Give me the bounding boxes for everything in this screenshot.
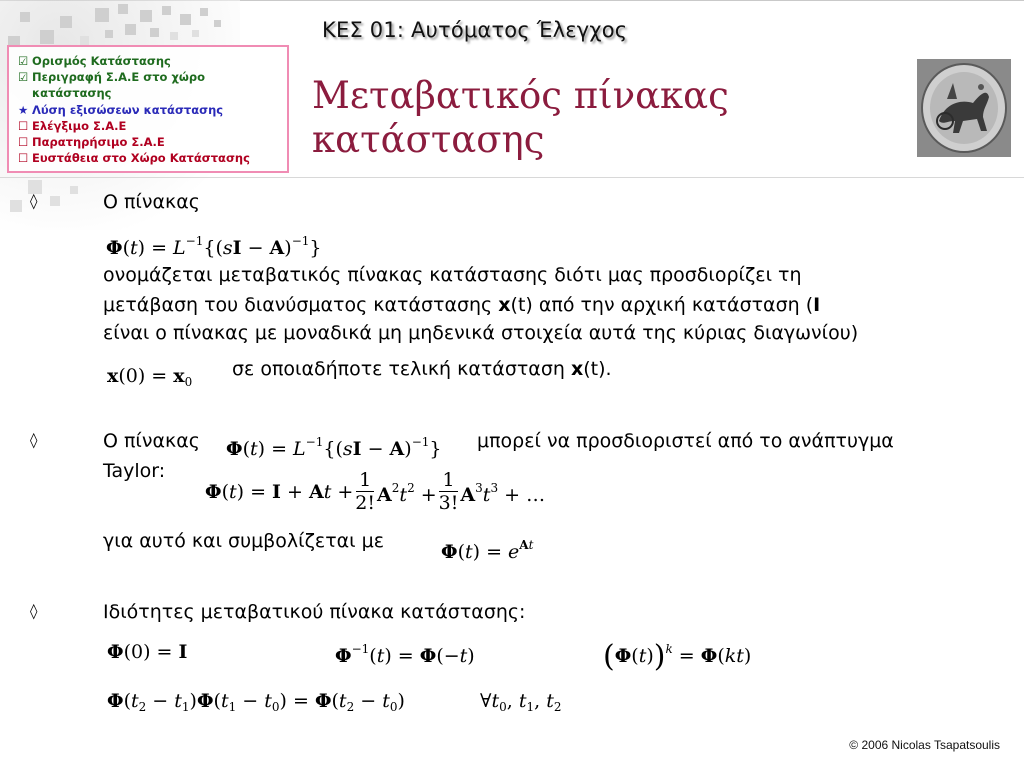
bullet-icon: ◊ [30, 192, 38, 210]
outline-item-controllability[interactable] [18, 118, 287, 134]
outline-item-state-space-description[interactable] [18, 69, 287, 85]
b1-line-4-end: . [605, 358, 612, 380]
property-phi-power: $(\Phi(t))^k = \Phi(kt)$ [603, 639, 752, 674]
outline-item-state-equation-solution[interactable] [18, 102, 287, 118]
b1-line-4 [232, 354, 612, 384]
b1-line-2 [103, 290, 820, 320]
outline-item-label: Λύση εξισώσεων κατάστασης [32, 102, 224, 117]
b2-post: μπορεί να προσδιοριστεί από το ανάπτυγμα [477, 430, 894, 452]
checked-box-icon: ☑ [18, 70, 29, 85]
property-phi-zero: Φ(0) = I [107, 641, 188, 663]
state-vector-arg: (t) [510, 294, 533, 316]
b1-line-4-text: σε οποιαδήποτε τελική κατάσταση [232, 358, 571, 380]
property-phi-inverse: $\Phi^{-1}(t) = \Phi(-t)$ [335, 642, 475, 667]
copyright-notice: © 2006 Nicolas Tsapatsoulis [849, 738, 1000, 752]
state-vector-arg: (t) [583, 358, 606, 380]
property-for-all-times: $\forall t_0$, $t_1$, $t_2$ [480, 690, 562, 714]
empty-box-icon: ☐ [18, 118, 29, 133]
b2-taylor-label: Taylor: [103, 460, 166, 482]
title-divider [0, 177, 1024, 178]
slide-title [312, 74, 729, 162]
checked-box-icon: ☑ [18, 54, 29, 68]
equation-phi-inline: $\Phi(t) = L^{-1}\{(sI - A)^{-1}\}$ [226, 435, 442, 460]
outline-item-label: κατάστασης [32, 86, 112, 101]
identity-symbol: I [813, 294, 821, 316]
slide-title-line-2: κατάστασης [312, 118, 545, 161]
course-title: ΚΕΣ 01: Αυτόματος Έλεγχος [322, 18, 628, 42]
b1-intro: Ο πίνακας [103, 191, 200, 213]
equation-taylor-series: Φ(t) = I + At + $\frac{1}{2!}$ $A^2t^2$ + $\frac{1}{3!}$ $A^3t^3$ + … [205, 469, 546, 514]
b2-symbol-text: για αυτό και συμβολίζεται με [103, 530, 384, 552]
lecture-outline [7, 45, 289, 173]
outline-item-label: Ορισμός Κατάστασης [32, 54, 171, 68]
equation-initial-state: $x(0) = x_0$ [107, 365, 193, 389]
outline-item-state-space-description-cont[interactable] [18, 85, 287, 101]
property-transition-composition: $\Phi(t_2 - t_1)\Phi(t_1 - t_0) = \Phi(t_2 - t_0)$ [107, 690, 405, 714]
b1-line-1: ονομάζεται μεταβατικός πίνακας κατάστασης διότι μας προσδιορίζει τη [103, 264, 802, 286]
equation-phi-inverse-laplace: $\Phi(t) = L^{-1}\{(sI - A)^{-1}\}$ [106, 234, 322, 259]
b1-line-3: είναι ο πίνακας με μοναδικά μη μηδενικά στοιχεία αυτά της κύριας διαγωνίου) [103, 322, 859, 344]
outline-item-observability[interactable] [18, 134, 287, 150]
outline-item-label: Παρατηρήσιμο Σ.Α.Ε [32, 135, 165, 150]
star-icon: ★ [18, 102, 29, 117]
b1-line-2-mid: από την αρχική κατάσταση ( [532, 294, 814, 316]
ancient-coin-logo [917, 59, 1011, 157]
bullet-icon: ◊ [30, 431, 38, 449]
outline-item-label: Περιγραφή Σ.Α.Ε στο χώρο [32, 70, 205, 85]
outline-item-stability[interactable] [18, 150, 287, 166]
outline-item-label: Ευστάθεια στο Χώρο Κατάστασης [32, 151, 250, 166]
empty-box-icon: ☐ [18, 135, 29, 150]
outline-item-state-definition[interactable] [18, 53, 287, 69]
b3-text: Ιδιότητες μεταβατικού πίνακα κατάστασης: [103, 601, 526, 623]
outline-item-label: Ελέγξιμο Σ.Α.Ε [32, 118, 127, 133]
state-vector-symbol: x [498, 294, 511, 316]
b2-pre: Ο πίνακας [103, 430, 200, 452]
empty-box-icon: ☐ [18, 151, 29, 166]
bullet-icon: ◊ [30, 602, 38, 620]
equation-phi-exponential: $\Phi(t) = e^{At}$ [441, 538, 534, 563]
state-vector-symbol: x [570, 358, 584, 380]
slide-title-line-1: Μεταβατικός πίνακας [312, 74, 729, 117]
b1-line-2-text: μετάβαση του διανύσματος κατάστασης [103, 294, 499, 316]
